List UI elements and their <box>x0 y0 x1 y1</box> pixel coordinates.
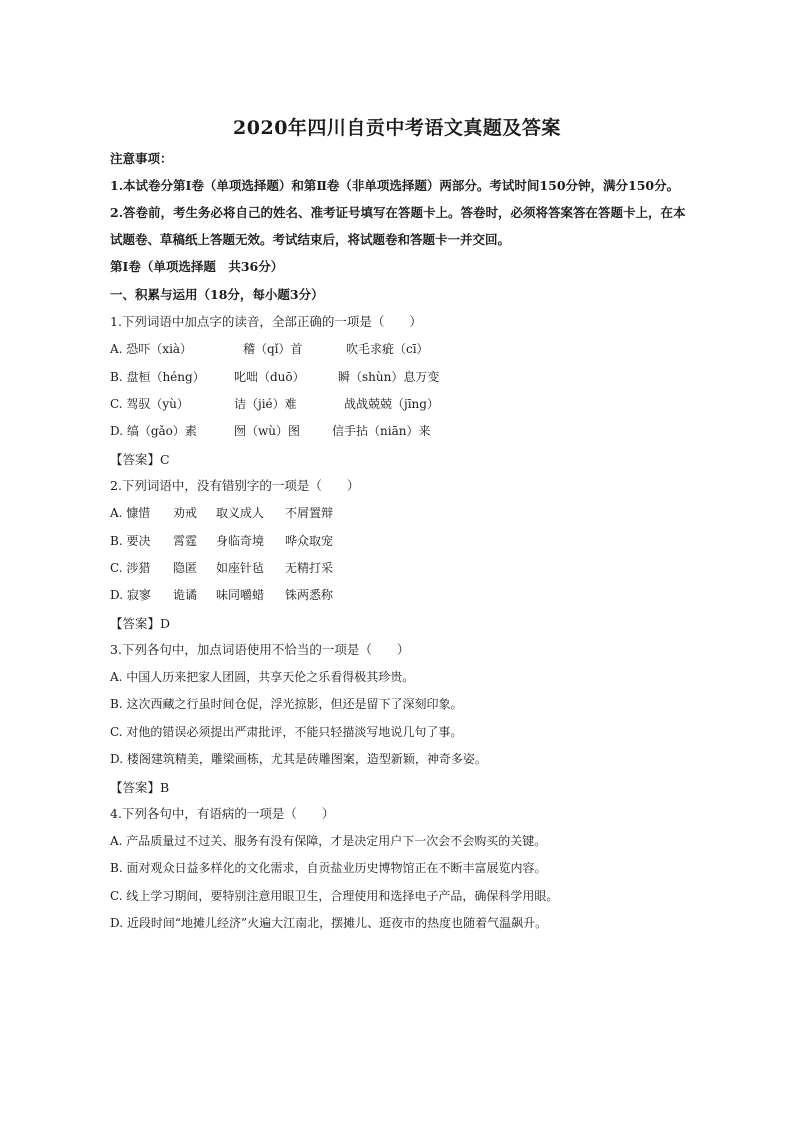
q2-d-1: D. 寂寥 <box>110 588 151 602</box>
q1-c-2: 诘（jié）难 <box>234 397 297 411</box>
q4-option-d: D. 近段时间“地摊儿经济”火遍大江南北，摆摊儿、逛夜市的热度也随着气温飙升。 <box>110 916 548 930</box>
q2-b-2: 霄霆 <box>173 534 198 548</box>
q2-c-3: 如座针毡 <box>216 561 265 575</box>
q1-answer: 【答案】C <box>110 452 170 467</box>
q3-option-d: D. 楼阁建筑精美，雕梁画栋，尤其是砖雕图案，造型新颖，神奇多姿。 <box>110 752 487 766</box>
q1-a-2: 稽（qǐ）首 <box>243 342 303 356</box>
q2-d-2: 诡谲 <box>173 588 198 602</box>
q1-a-1: A. 恐吓（xià） <box>110 342 193 356</box>
q4-option-b: B. 面对观众日益多样化的文化需求，自贡盐业历史博物馆正在不断丰富展览内容。 <box>110 861 547 875</box>
q2-c-2: 隐匿 <box>173 561 198 575</box>
notes-item-1: 1.本试卷分第Ⅰ卷（单项选择题）和第Ⅱ卷（非单项选择题）两部分。考试时间150分钟，满分150分。 <box>110 178 680 193</box>
notes-heading: 注意事项： <box>110 151 173 166</box>
q3-answer: 【答案】B <box>110 780 170 795</box>
question-4-stem: 4.下列各句中，有语病的一项是（ ） <box>110 806 335 821</box>
q2-d-3: 味同嚼蜡 <box>216 588 265 602</box>
question-2-stem: 2.下列词语中，没有错别字的一项是（ ） <box>110 478 360 493</box>
notes-item-2a: 2.答卷前，考生务必将自己的姓名、准考证号填写在答题卡上。答卷时，必须将答案答在答题卡上，在本 <box>110 205 686 220</box>
question-3-stem: 3.下列各句中，加点词语使用不恰当的一项是（ ） <box>110 642 410 657</box>
question-1-stem: 1.下列词语中加点字的读音，全部正确的一项是（ ） <box>110 314 422 329</box>
q3-option-a: A. 中国人历来把家人团圆，共享天伦之乐看得极其珍贵。 <box>110 670 415 684</box>
q2-a-1: A. 慷惜 <box>110 506 151 520</box>
section1-heading: 一、积累与运用（18分，每小题3分） <box>110 287 324 302</box>
q2-a-3: 取义成人 <box>216 506 265 520</box>
q4-option-c: C. 线上学习期间，要特别注意用眼卫生，合理使用和选择电子产品，确保科学用眼。 <box>110 889 559 903</box>
q2-a-2: 劝戒 <box>173 506 198 520</box>
q1-d-1: D. 缟（gǎo）素 <box>110 424 197 438</box>
q1-d-2: 囫（wù）图 <box>234 424 301 438</box>
notes-item-2b: 试题卷、草稿纸上答题无效。考试结束后，将试题卷和答题卡一并交回。 <box>110 232 511 247</box>
q2-d-4: 铢两悉称 <box>285 588 334 602</box>
part1-heading: 第Ⅰ卷（单项选择题 共36分） <box>110 259 284 274</box>
q1-b-1: B. 盘桓（héng） <box>110 370 205 384</box>
q1-a-3: 吹毛求疵（cī） <box>346 342 429 356</box>
q2-c-4: 无精打采 <box>285 561 334 575</box>
q3-option-b: B. 这次西藏之行虽时间仓促，浮光掠影，但还是留下了深刻印象。 <box>110 697 463 711</box>
q1-b-2: 叱咄（duō） <box>234 370 305 384</box>
q1-c-3: 战战兢兢（jīng） <box>344 397 439 411</box>
q2-b-3: 身临奇境 <box>216 534 265 548</box>
q3-option-c: C. 对他的错误必须提出严肃批评，不能只轻描淡写地说几句了事。 <box>110 725 463 739</box>
q4-option-a: A. 产品质量过不过关、服务有没有保障，才是决定用户下一次会不会购买的关键。 <box>110 834 547 848</box>
q2-a-4: 不屑置辩 <box>285 506 334 520</box>
q1-b-3: 瞬（shùn）息万变 <box>338 370 440 384</box>
q2-b-4: 哗众取宠 <box>285 534 334 548</box>
q2-b-1: B. 要决 <box>110 534 151 548</box>
q2-c-1: C. 涉猎 <box>110 561 151 575</box>
page-title: 2020年四川自贡中考语文真题及答案 <box>233 117 561 139</box>
q1-d-3: 信手拈（niān）来 <box>332 424 431 438</box>
q2-answer: 【答案】D <box>110 616 171 631</box>
q1-c-1: C. 驾驭（yù） <box>110 397 189 411</box>
